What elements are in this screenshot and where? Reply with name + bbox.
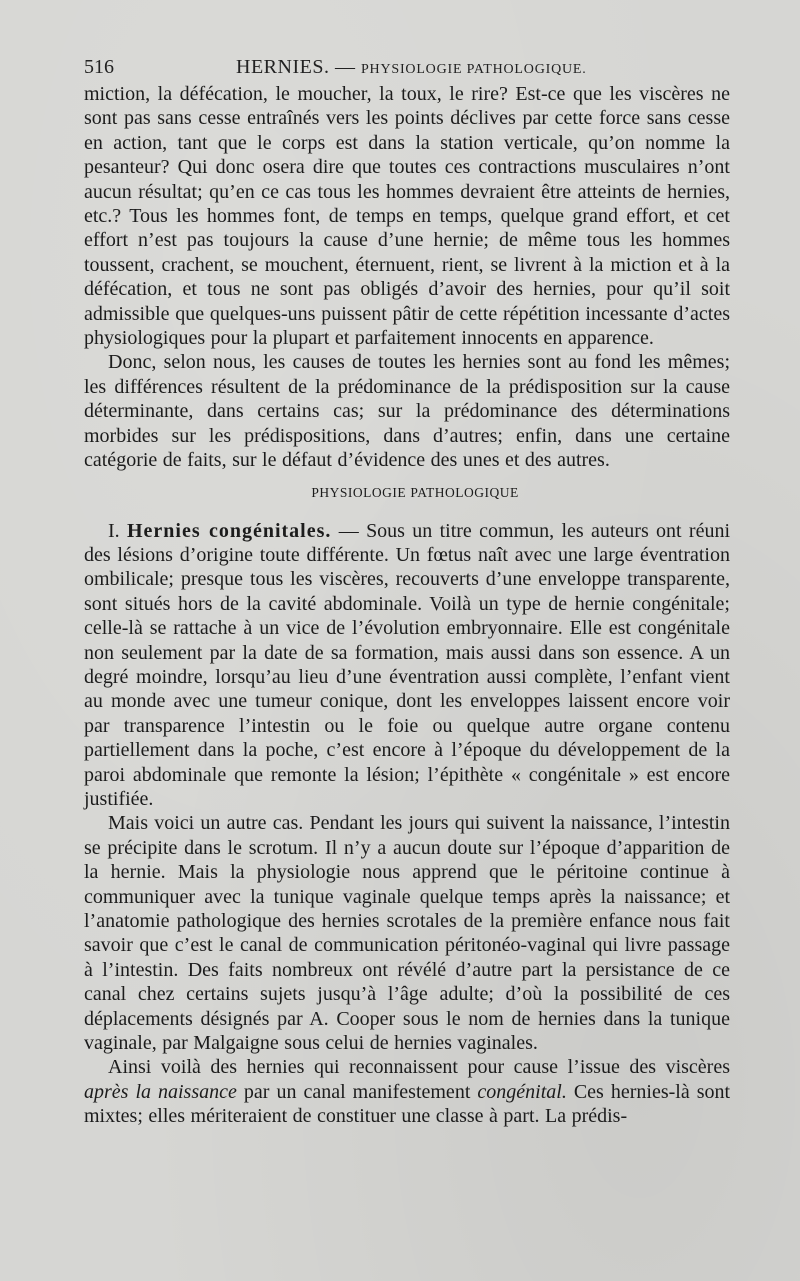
paragraph-1: miction, la défécation, le moucher, la toux, le rire? Est-ce que les viscères ne sont pas sans cesse entraînés vers les points déclives par cette force sans cesse en action, tant que le corps est dans la station verticale, qu’on nomme la pesanteur? Qui donc osera dire que toutes ces contractions musculaires n’ont aucun résultat; qu’en ce cas tous les hommes devraient être atteints de hernies, etc.? Tous les hommes font, de temps en temps, quelque grand effort, et cet effort n’est pas toujours la cause d’une hernie; de même tous les hommes toussent, crachent, se mouchent, éternuent, rient, se livrent à la miction et à la défécation, et tous ne sont pas obligés d’avoir des hernies, pour qu’il soit admissible que quelques-uns puissent pâtir de cette répétition incessante d’actes physiologiques pour la plupart et parfaitement innocents en apparence. <box>84 83 730 350</box>
paragraph-5 <box>84 1055 730 1128</box>
paragraph-5-end: Ces hernies-là sont mixtes; elles mériteraient de constituer une classe à part. La prédis- <box>84 1080 731 1128</box>
section-heading: PHYSIOLOGIE PATHOLOGIQUE <box>311 484 519 500</box>
running-head <box>84 50 730 82</box>
running-head-subtitle: PHYSIOLOGIE PATHOLOGIQUE. <box>360 62 587 77</box>
italic-phrase-1: après la naissance <box>84 1080 237 1103</box>
page-number: 516 <box>84 56 114 78</box>
paragraph-4: Mais voici un autre cas. Pendant les jours qui suivent la naissance, l’intestin se précipite dans le scrotum. Il n’y a aucun doute sur l’époque d’apparition de la hernie. Mais la physiologie nous apprend que le péritoine continue à communiquer avec la tunique vaginale quelque temps après la naissance; et l’anatomie pathologique des hernies scrotales de la première enfance nous fait savoir que c’est le canal de communication péritonéo-vaginal qui livre passage à l’intestin. Des faits nombreux ont révélé d’autre part la persistance de ce canal chez certains sujets jusqu’à l’âge adulte; d’où la possibilité de ces déplacements désignés par A. Cooper sous le nom de hernies dans la tunique vaginale, par Malgaigne sous celui de hernies vaginales. <box>84 812 730 1055</box>
paragraph-3-text: Sous un titre commun, les auteurs ont réuni des lésions d’origine toute différente. Un fœtus naît avec une large éventration ombilicale; presque tous les viscères, recouverts d’une enveloppe transparente, sont situés hors de la cavité abdominale. Voilà un type de hernie congénitale; celle-là se rattache à un vice de l’évolution embryonnaire. Elle est congénitale non seulement par la date de sa formation, mais aussi dans son essence. A un degré moindre, lorsqu’au lieu d’une éventration aussi complète, l’enfant vient au monde avec une tumeur conique, dont les enveloppes laissent encore voir par transparence l’intestin ou le foie ou quelque autre organe contenu partiellement dans la poche, c’est encore à l’époque du développement de la paroi abdominale que remonte la lésion; l’épithète « congénitale » est encore justifiée. <box>84 519 731 810</box>
running-head-separator: — <box>334 56 356 78</box>
running-head-title <box>236 56 587 79</box>
paragraph-2: Donc, selon nous, les causes de toutes les hernies sont au fond les mêmes; les différences résultent de la prédominance de la prédisposition sur la cause déterminante, dans certains cas; sur la prédominance des déterminations morbides sur les prédispositions, dans d’autres; enfin, dans une certaine catégorie de faits, sur le défaut d’évidence des unes et des autres. <box>84 351 730 472</box>
paragraph-5-middle: par un canal manifestement <box>243 1080 471 1103</box>
subsection-title: Hernies congénitales. <box>127 519 332 542</box>
italic-phrase-2: congénital. <box>477 1080 567 1103</box>
body-text <box>84 82 730 1129</box>
chapter-title: HERNIES. <box>236 56 330 78</box>
paragraph-3 <box>84 519 730 812</box>
subsection-dash: — <box>338 519 359 542</box>
paragraph-5-start: Ainsi voilà des hernies qui reconnaissent pour cause l’issue des viscères <box>108 1056 730 1079</box>
section-number: I. <box>108 519 120 542</box>
